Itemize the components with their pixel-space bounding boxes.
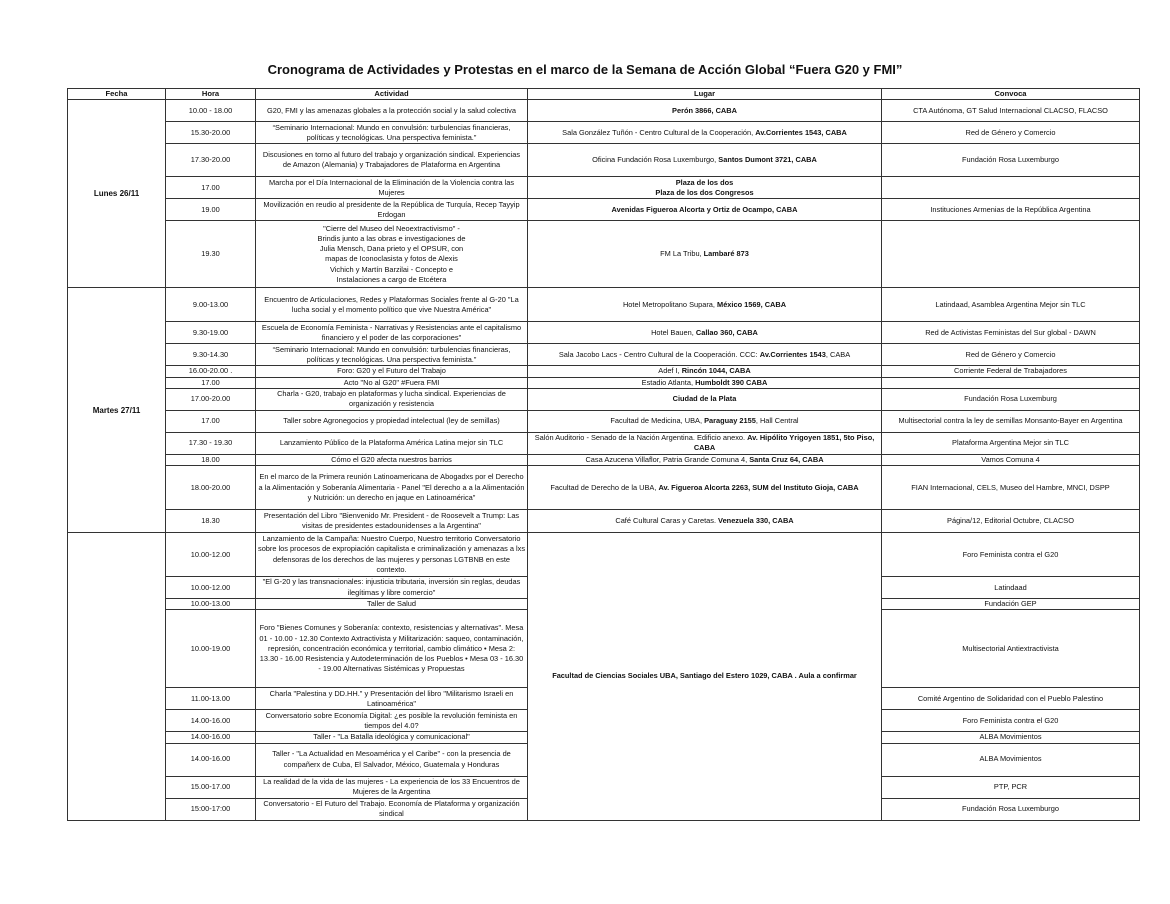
organizer-cell [882,221,1140,288]
header-hora: Hora [166,89,256,100]
organizer-cell: Latindaad, Asamblea Argentina Mejor sin TLC [882,288,1140,322]
organizer-cell: Red de Género y Comercio [882,122,1140,144]
table-row [68,344,1140,366]
place-cell: Facultad de Derecho de la UBA, Av. Figueroa Alcorta 2263, SUM del Instituto Gioja, CABA [528,466,882,510]
table-row [68,221,1140,288]
place-cell: Facultad de Medicina, UBA, Paraguay 2155, Hall Central [528,410,882,432]
table-row [68,100,1140,122]
organizer-cell: Instituciones Armenias de la República Argentina [882,199,1140,221]
table-row [68,199,1140,221]
activity-cell: Taller - "La Actualidad en Mesoamérica y el Caribe" - con la presencia de compañerx de Cuba, El Salvador, México, Guatemala y Honduras [256,743,528,776]
time-cell: 17.30 - 19.30 [166,432,256,454]
place-cell: Estadio Atlanta, Humboldt 390 CABA [528,377,882,388]
organizer-cell: CTA Autónoma, GT Salud Internacional CLACSO, FLACSO [882,100,1140,122]
table-row [68,388,1140,410]
activity-cell: Taller - "La Batalla ideológica y comunicacional" [256,732,528,743]
organizer-cell: Multisectorial contra la ley de semillas Monsanto-Bayer en Argentina [882,410,1140,432]
time-cell: 10.00 - 18.00 [166,100,256,122]
document-title: Cronograma de Actividades y Protestas en el marco de la Semana de Acción Global “Fuera G20 y FMI” [267,62,903,77]
table-row [68,432,1140,454]
organizer-cell: Foro Feminista contra el G20 [882,533,1140,577]
place-cell: Sala Jacobo Lacs - Centro Cultural de la Cooperación. CCC: Av.Corrientes 1543, CABA [528,344,882,366]
activity-cell: "El G-20 y las transnacionales: injusticia tributaria, inversión sin reglas, deudas ilegítimas y libre comercio" [256,577,528,599]
time-cell: 19.00 [166,199,256,221]
table-row [68,322,1140,344]
table-row [68,122,1140,144]
place-cell: Perón 3866, CABA [528,100,882,122]
time-cell: 14.00-16.00 [166,732,256,743]
organizer-cell: Multisectorial Antiextractivista [882,610,1140,688]
organizer-cell: Página/12, Editorial Octubre, CLACSO [882,510,1140,533]
table-row [68,288,1140,322]
place-cell: Hotel Metropolitano Supara, México 1569, CABA [528,288,882,322]
place-cell: Salón Auditorio - Senado de la Nación Argentina. Edificio anexo. Av. Hipólito Yrigoyen 1851, 5to Piso, CABA [528,432,882,454]
time-cell: 9.30-19.00 [166,322,256,344]
activity-cell: “Seminario Internacional: Mundo en convulsión: turbulencias financieras, políticas y tecnológicas. Una perspectiva feminista.” [256,344,528,366]
activity-cell: Conversatorio - El Futuro del Trabajo. Economía de Plataforma y organización sindical [256,798,528,820]
time-cell: 16.00-20.00 . [166,366,256,377]
activity-cell: Foro: G20 y el Futuro del Trabajo [256,366,528,377]
time-cell: 15:00-17:00 [166,798,256,820]
activity-cell: Presentación del Libro "Bienvenido Mr. President - de Roosevelt a Trump: Las visitas de presidentes estadounidenses a la Argentina" [256,510,528,533]
time-cell: 17.00 [166,177,256,199]
organizer-cell: Latindaad [882,577,1140,599]
place-cell: Sala González Tuñón - Centro Cultural de la Cooperación, Av.Corrientes 1543, CABA [528,122,882,144]
organizer-cell: Corriente Federal de Trabajadores [882,366,1140,377]
place-cell: Café Cultural Caras y Caretas. Venezuela 330, CABA [528,510,882,533]
schedule-table [67,88,1140,821]
header-convoca: Convoca [882,89,1140,100]
date-cell: Lunes 26/11 [68,100,166,288]
organizer-cell [882,177,1140,199]
time-cell: 10.00-13.00 [166,599,256,610]
activity-cell: G20, FMI y las amenazas globales a la protección social y la salud colectiva [256,100,528,122]
header-actividad: Actividad [256,89,528,100]
activity-cell: Acto "No al G20" #Fuera FMI [256,377,528,388]
activity-cell: Encuentro de Articulaciones, Redes y Plataformas Sociales frente al G-20 "La lucha social y el momento político que vive Nuestra América" [256,288,528,322]
place-cell: FM La Tribu, Lambaré 873 [528,221,882,288]
activity-cell: La realidad de la vida de las mujeres - La experiencia de los 33 Encuentros de Mujeres de la Argentina [256,776,528,798]
activity-cell: Taller sobre Agronegocios y propiedad intelectual (ley de semillas) [256,410,528,432]
organizer-cell: Fundación Rosa Luxemburg [882,388,1140,410]
organizer-cell: Red de Activistas Feministas del Sur global - DAWN [882,322,1140,344]
time-cell: 9.00-13.00 [166,288,256,322]
organizer-cell [882,377,1140,388]
activity-cell: Marcha por el Día Internacional de la Eliminación de la Violencia contra las Mujeres [256,177,528,199]
activity-cell: "Cierre del Museo del Neoextractivismo" - Brindis junto a las obras e investigaciones de Julia Mensch, Dana prieto y el OPSUR, con mapas de Iconoclasista y fotos de Alexis Vichich y Martín Barzilai - Concepto e Instalaciones a cargo de Etcétera [256,221,528,288]
header-fecha: Fecha [68,89,166,100]
organizer-cell: Red de Género y Comercio [882,344,1140,366]
place-cell: Casa Azucena Villaflor, Patria Grande Comuna 4, Santa Cruz 64, CABA [528,454,882,465]
organizer-cell: PTP, PCR [882,776,1140,798]
time-cell: 17.00 [166,377,256,388]
organizer-cell: Foro Feminista contra el G20 [882,710,1140,732]
time-cell: 9.30-14.30 [166,344,256,366]
time-cell: 10.00-12.00 [166,533,256,577]
time-cell: 15.00-17.00 [166,776,256,798]
time-cell: 17.00 [166,410,256,432]
activity-cell: “Seminario Internacional: Mundo en convulsión: turbulencias financieras, políticas y tecnológicas. Una perspectiva feminista.” [256,122,528,144]
activity-cell: Conversatorio sobre Economía Digital: ¿es posible la revolución feminista en tiempos del 4.0? [256,710,528,732]
organizer-cell: FIAN Internacional, CELS, Museo del Hambre, MNCI, DSPP [882,466,1140,510]
place-cell: Plaza de los dos Plaza de los dos Congresos [528,177,882,199]
shared-place-cell: Facultad de Ciencias Sociales UBA, Santiago del Estero 1029, CABA . Aula a confirmar [528,533,882,820]
time-cell: 17.30-20.00 [166,144,256,177]
time-cell: 11.00-13.00 [166,688,256,710]
table-row [68,366,1140,377]
table-row [68,144,1140,177]
organizer-cell: Fundación GEP [882,599,1140,610]
organizer-cell: Vamos Comuna 4 [882,454,1140,465]
place-cell: Ciudad de la Plata [528,388,882,410]
activity-cell: Foro "Bienes Comunes y Soberanía: contexto, resistencias y alternativas". Mesa 01 - 10.00 - 12.30 Contexto Axtractivista y Militarización: saqueo, contaminación, represión, concentración económica y territorial, cambio climático • Mesa 2: 13.30 - 16.00 Resistencia y Autodeterminación de los Pueblos • Mesa 03 - 16.30 - 19.00 Alternativas Sistémicas y Propuestas [256,610,528,688]
activity-cell: Charla - G20, trabajo en plataformas y lucha sindical. Experiencias de organización y resistencia [256,388,528,410]
time-cell: 19.30 [166,221,256,288]
time-cell: 15.30-20.00 [166,122,256,144]
activity-cell: Charla "Palestina y DD.HH." y Presentación del libro "Militarismo Israeli en Latinoamérica" [256,688,528,710]
organizer-cell: ALBA Movimientos [882,743,1140,776]
table-row [68,377,1140,388]
activity-cell: En el marco de la Primera reunión Latinoamericana de Abogadxs por el Derecho a la Alimentación y Soberanía Alimentaria - Panel "El derecho a a la Alimentación y Nutrición: un derecho en jaque en Latinoamérica" [256,466,528,510]
place-cell: Oficina Fundación Rosa Luxemburgo, Santos Dumont 3721, CABA [528,144,882,177]
organizer-cell: ALBA Movimientos [882,732,1140,743]
time-cell: 18.00-20.00 [166,466,256,510]
table-row [68,454,1140,465]
header-lugar: Lugar [528,89,882,100]
table-row [68,533,1140,577]
place-cell: Hotel Bauen, Callao 360, CABA [528,322,882,344]
date-cell: Martes 27/11 [68,288,166,533]
table-row [68,177,1140,199]
organizer-cell: Plataforma Argentina Mejor sin TLC [882,432,1140,454]
activity-cell: Escuela de Economía Feminista - Narrativas y Resistencias ante el capitalismo financiero y el poder de las corporaciones" [256,322,528,344]
time-cell: 14.00-16.00 [166,743,256,776]
table-row [68,466,1140,510]
time-cell: 18.00 [166,454,256,465]
activity-cell: Discusiones en torno al futuro del trabajo y organización sindical. Experiencias de Amazon (Alemania) y Trabajadores de Plataforma en Argentina [256,144,528,177]
activity-cell: Taller de Salud [256,599,528,610]
organizer-cell: Fundación Rosa Luxemburgo [882,144,1140,177]
time-cell: 10.00-19.00 [166,610,256,688]
organizer-cell: Comité Argentino de Solidaridad con el Pueblo Palestino [882,688,1140,710]
place-cell: Avenidas Figueroa Alcorta y Ortiz de Ocampo, CABA [528,199,882,221]
table-row [68,510,1140,533]
place-cell: Adef I, Rincón 1044, CABA [528,366,882,377]
activity-cell: Movilización en reudio al presidente de la República de Turquía, Recep Tayyip Erdogan [256,199,528,221]
time-cell: 14.00-16.00 [166,710,256,732]
date-cell [68,533,166,820]
header-row [68,89,1140,100]
time-cell: 18.30 [166,510,256,533]
time-cell: 10.00-12.00 [166,577,256,599]
activity-cell: Lanzamiento Público de la Plataforma América Latina mejor sin TLC [256,432,528,454]
activity-cell: Cómo el G20 afecta nuestros barrios [256,454,528,465]
table-row [68,410,1140,432]
time-cell: 17.00-20.00 [166,388,256,410]
organizer-cell: Fundación Rosa Luxemburgo [882,798,1140,820]
activity-cell: Lanzamiento de la Campaña: Nuestro Cuerpo, Nuestro territorio Conversatorio sobre los procesos de expropiación capitalista e criminalización y amenazas a lxs defensoras de los derechos de las mujeres y personas LGTBNB en este contexto. [256,533,528,577]
